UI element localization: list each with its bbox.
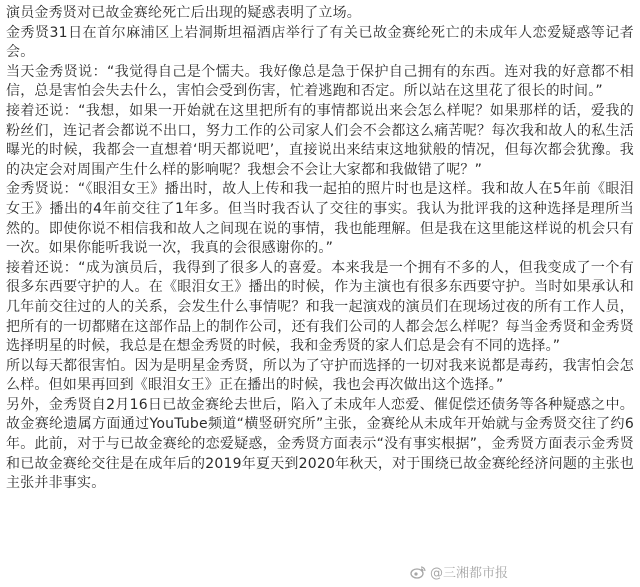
paragraph-press-conference: 金秀贤31日在首尔麻浦区上岩洞斯坦福酒店举行了有关已故金赛纶死亡的未成年人恋爱疑惑等记者会。 bbox=[6, 24, 634, 61]
weibo-watermark bbox=[410, 562, 508, 581]
paragraph-quote-afraid: 所以每天都很害怕。因为是明星金秀贤，所以为了守护而选择的一切对我来说都是毒药，我害怕会怎么样。但如果再回到《眼泪女王》正在播出的时候，我也会再次做出这个选择。” bbox=[6, 357, 634, 394]
article-body bbox=[6, 4, 634, 494]
weibo-icon bbox=[410, 565, 426, 579]
paragraph-quote-hesitation: 接着还说：“我想，如果一开始就在这里把所有的事情都说出来会怎么样呢？如果那样的话，爱我的粉丝们，连记者会都说不出口，努力工作的公司家人们会不会都这么痛苦呢？每次我和故人的私生活曝光的时候，我都会一直想着‘明天都说吧’，直接说出来结束这地狱般的情况，但每次都会犹豫。我的决定会对周围产生什么样的影响呢？我想会不会让大家都和我做错了呢？” bbox=[6, 102, 634, 178]
paragraph-intro: 演员金秀贤对已故金赛纶死亡后出现的疑惑表明了立场。 bbox=[6, 5, 361, 21]
paragraph-quote-queen-of-tears: 金秀贤说：“《眼泪女王》播出时，故人上传和我一起拍的照片时也是这样。我和故人在5年前《眼泪女王》播出的4年前交往了1年多。但当时我否认了交往的事实。我认为批评我的这种选择是理所当然的。即使你说不相信我和故人之间现在说的事情，我也能理解。但是我在这里能这样说的机会只有一次。如果你能听我说一次，我真的会很感谢你的。” bbox=[6, 181, 634, 257]
paragraph-quote-coward: 当天金秀贤说：“我觉得自己是个懦夫。我好像总是急于保护自己拥有的东西。连对我的好意都不相信，总是害怕会失去什么，害怕会受到伤害，忙着逃跑和否定。所以站在这里花了很长的时间。” bbox=[6, 63, 634, 100]
paragraph-background: 另外，金秀贤自2月16日已故金赛纶去世后，陷入了未成年人恋爱、催促偿还债务等各种疑惑之中。故金赛纶遗属方面通过YouTube频道“横竖研究所”主张，金赛纶从未成年开始就与金秀贤交往了约6年。此前，对于与已故金赛纶的恋爱疑惑，金秀贤方面表示“没有事实根据”，金秀贤方面表示金秀贤和已故金赛纶交往是在成年后的2019年夏天到2020年秋天，对于围绕已故金赛纶经济问题的主张也主张并非事实。 bbox=[6, 396, 634, 492]
paragraph-quote-protect: 接着还说：“成为演员后，我得到了很多人的喜爱。本来我是一个拥有不多的人，但我变成了一个有很多东西要守护的人。在《眼泪女王》播出的时候，作为主演也有很多东西要守护。当时如果承认和几年前交往过的人的关系，会发生什么事情呢？和我一起演戏的演员们在现场过夜的所有工作人员，把所有的一切都赌在这部作品上的制作公司，还有我们公司的人都会怎么样呢？每当金秀贤和金秀贤选择明星的时候，我总是在想金秀贤的时候，我和金秀贤的家人们总是会有不同的选择。” bbox=[6, 259, 634, 355]
watermark-text: @三湘都市报 bbox=[429, 566, 508, 581]
